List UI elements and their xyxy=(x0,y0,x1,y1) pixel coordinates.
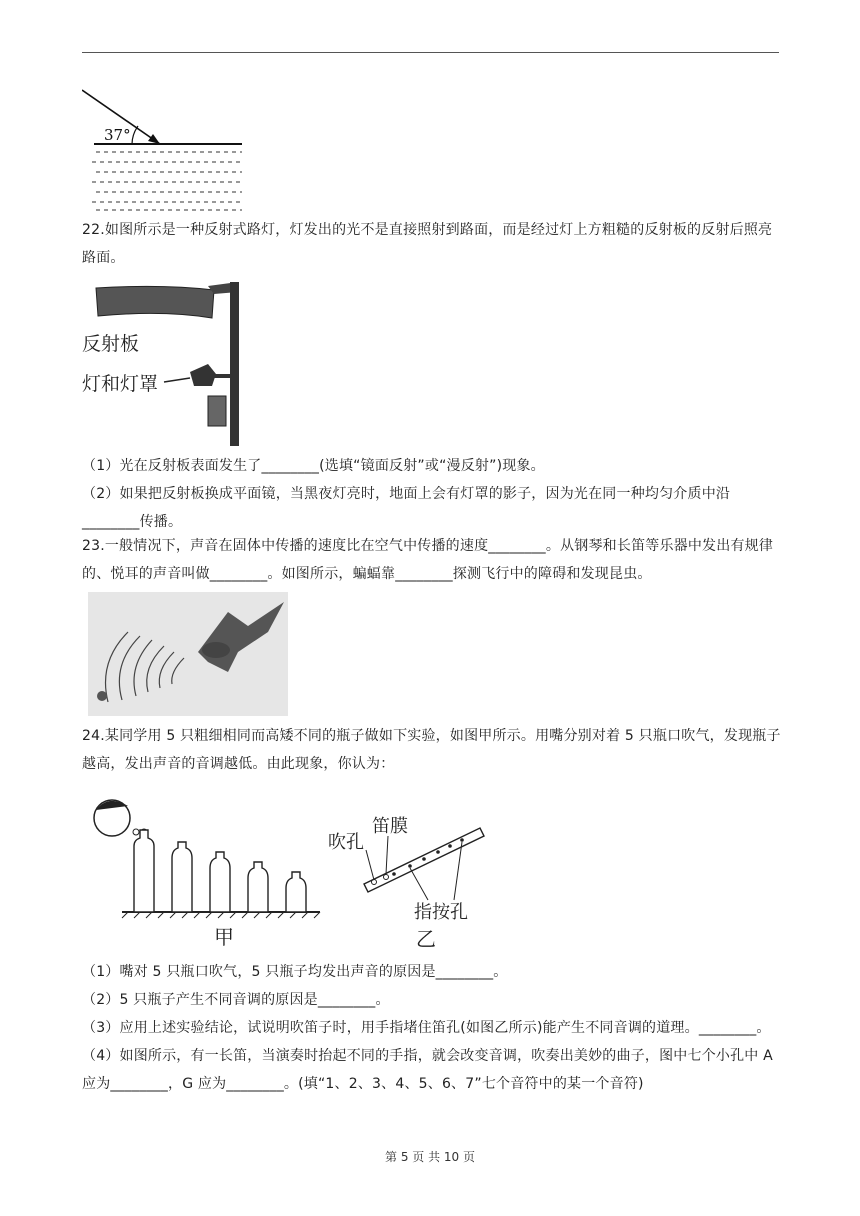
angle-label: 37° xyxy=(104,126,131,144)
q22-part1: （1）光在反射板表面发生了________(选填“镜面反射”或“漫反射”)现象。 xyxy=(82,458,545,474)
finger-hole-label: 指按孔 xyxy=(414,902,468,923)
q24-stem: 24.某同学用 5 只粗细相同而高矮不同的瓶子做如下实验，如图甲所示。用嘴分别对着 5 只瓶口吹气，发现瓶子越高，发出声音的音调越低。由此现象，你认为： xyxy=(82,728,781,772)
q24-part3: （3）应用上述实验结论，试说明吹笛子时，用手指堵住笛孔(如图乙所示)能产生不同音调的道理。________。 xyxy=(82,1020,771,1036)
membrane-label: 笛膜 xyxy=(372,816,408,837)
bottles-flute-figure xyxy=(88,788,496,952)
lamp-label: 灯和灯罩 xyxy=(82,373,159,395)
street-lamp-figure xyxy=(82,278,246,446)
q22-part2: （2）如果把反射板换成平面镜，当黑夜灯亮时，地面上会有灯罩的影子，因为光在同一种均匀介质中沿________传播。 xyxy=(82,486,731,530)
q23-stem: 23.一般情况下，声音在固体中传播的速度比在空气中传播的速度________。从钢琴和长笛等乐器中发出有规律的、悦耳的声音叫做________。如图所示，蝙蝠靠________探测飞行中的障碍和发现昆虫。 xyxy=(82,538,774,582)
page-footer: 第 5 页 共 10 页 xyxy=(385,1150,475,1164)
q24-part2: （2）5 只瓶子产生不同音调的原因是________。 xyxy=(82,992,390,1008)
header-rule xyxy=(82,52,779,53)
blow-hole-label: 吹孔 xyxy=(328,832,364,853)
angle-water-figure xyxy=(82,86,246,214)
fig-jia-label: 甲 xyxy=(214,925,234,949)
bat-figure xyxy=(88,592,288,716)
q24-part1: （1）嘴对 5 只瓶口吹气，5 只瓶子均发出声音的原因是________。 xyxy=(82,964,508,980)
fig-yi-label: 乙 xyxy=(416,927,436,951)
q22-stem: 22.如图所示是一种反射式路灯，灯发出的光不是直接照射到路面，而是经过灯上方粗糙的反射板的反射后照亮路面。 xyxy=(82,222,773,266)
reflector-label: 反射板 xyxy=(82,333,140,355)
q24-part4: （4）如图所示，有一长笛，当演奏时抬起不同的手指，就会改变音调，吹奏出美妙的曲子，图中七个小孔中 A 应为________，G 应为________。(填“1、2、3、4、5、6、7”七个音符中的某一个音符) xyxy=(82,1048,773,1092)
